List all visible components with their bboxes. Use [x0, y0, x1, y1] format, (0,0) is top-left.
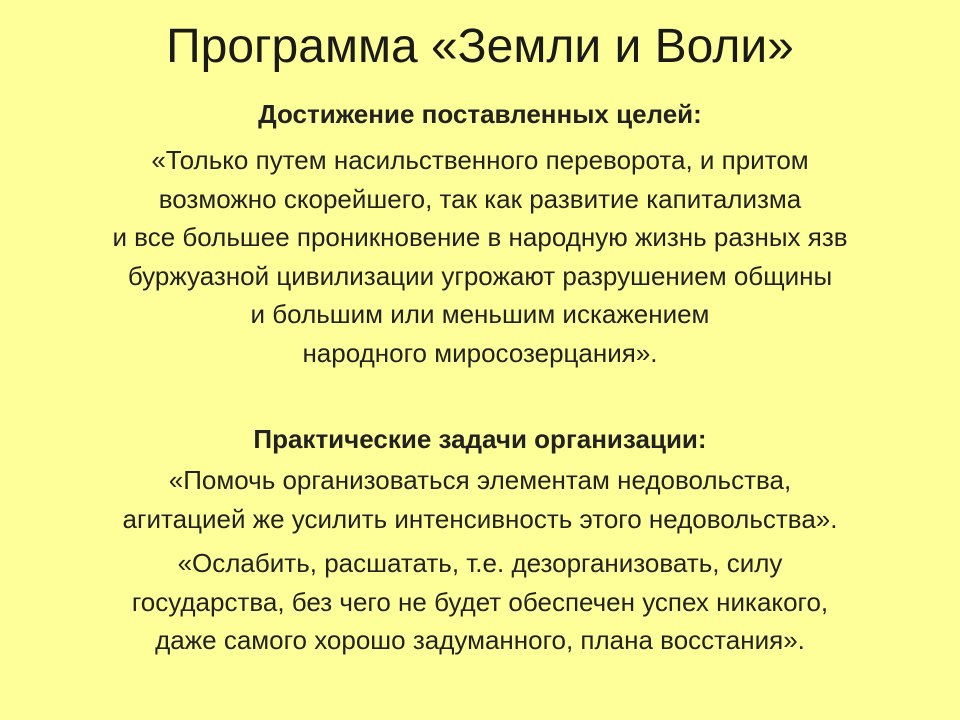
section-tasks-heading: Практические задачи организации:	[253, 424, 707, 454]
section-tasks-quote-1	[20, 461, 940, 538]
quote-line: «Ослабить, расшатать, т.е. дезорганизовать, силу	[177, 548, 783, 578]
slide-title: Программа «Земли и Воли»	[166, 20, 794, 73]
section-tasks	[20, 423, 940, 660]
quote-line: буржуазной цивилизации угрожают разрушением общины	[127, 260, 833, 291]
section-goals	[20, 98, 940, 372]
quote-line: «Только путем насильственного переворота, и притом	[151, 145, 809, 175]
quote-line: государства, без чего не будет обеспечен успех никакого,	[131, 586, 829, 617]
quote-line: возможно скорейшего, так как развитие капитализма	[158, 183, 802, 214]
section-goals-heading: Достижение поставленных целей:	[258, 99, 702, 129]
quote-line: и большим или меньшим искажением	[250, 299, 710, 329]
quote-line: даже самого хорошо задуманного, плана восстания».	[155, 625, 805, 655]
quote-line: агитацией же усилить интенсивность этого недовольства».	[122, 503, 838, 534]
section-goals-quote	[20, 141, 940, 372]
quote-line: народного миросозерцания».	[302, 337, 658, 368]
quote-line: «Помочь организоваться элементам недовольства,	[168, 465, 792, 495]
quote-line: и все большее проникновение в народную жизнь разных язв	[112, 222, 848, 252]
section-tasks-quote-2	[20, 544, 940, 660]
